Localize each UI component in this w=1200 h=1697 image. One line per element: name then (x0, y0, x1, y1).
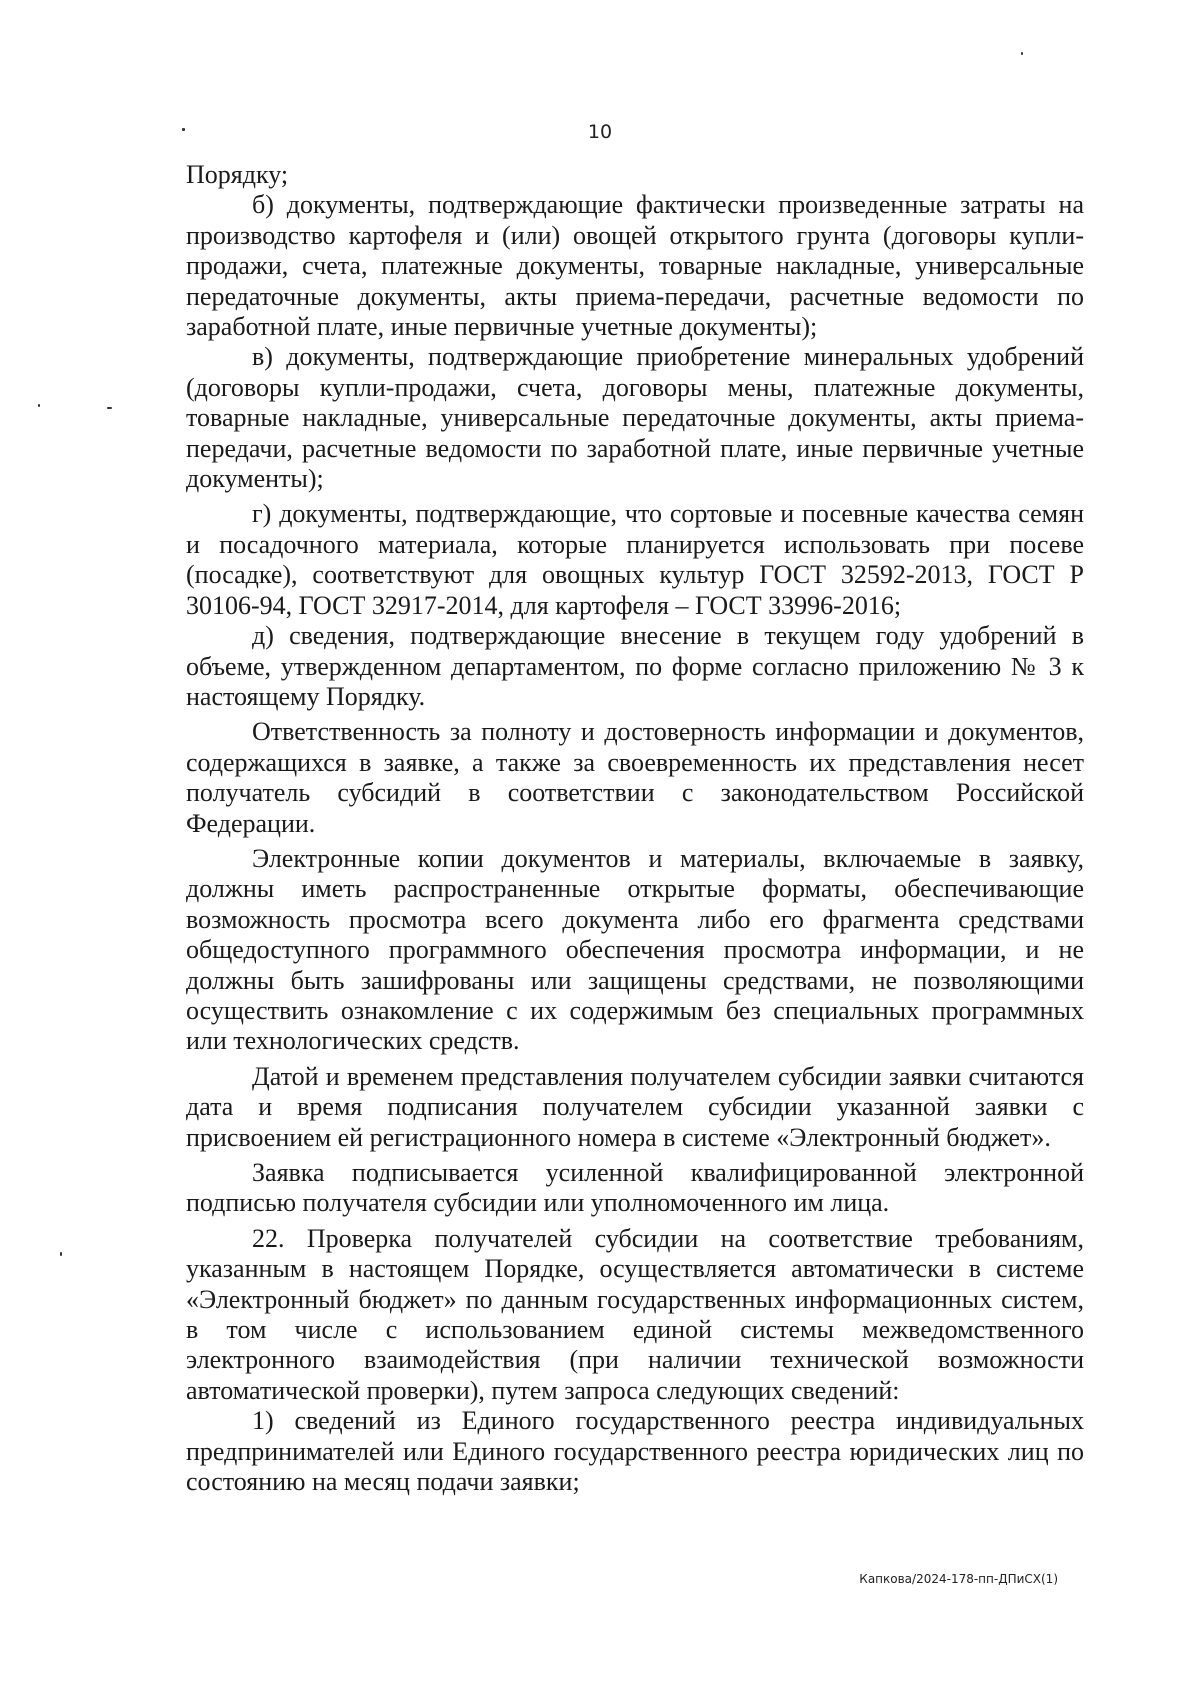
scan-speck (60, 1252, 62, 1256)
scan-speck (1021, 52, 1023, 55)
page-number: 10 (587, 121, 613, 143)
paragraph-responsibility: Ответственность за полноту и достоверность информации и документов, содержащихся в заявке, а также за своевременность их представления несет получатель субсидий в соответствии с законодательством Российской Федерации. (186, 717, 1084, 838)
paragraph-electronic-copies: Электронные копии документов и материалы, включаемые в заявку, должны иметь распространенные открытые форматы, обеспечивающие возможность просмотра всего документа либо его фрагмента средствами общедоступного программного обеспечения просмотра информации, и не должны быть зашифрованы или защищены средствами, не позволяющими осуществить ознакомление с их содержимым без специальных программных или технологических средств. (186, 843, 1084, 1056)
paragraph-22-verification: 22. Проверка получателей субсидии на соответствие требованиям, указанным в настоящем Порядке, осуществляется автоматически в системе «Электронный бюджет» по данным государственных информационных систем, в том числе с использованием единой системы межведомственного электронного взаимодействия (при наличии технической возможности автоматической проверки), путем запроса следующих сведений: (186, 1223, 1084, 1405)
scan-speck (107, 407, 112, 409)
document-body (186, 160, 1084, 1497)
paragraph-b: б) документы, подтверждающие фактически произведенные затраты на производство картофеля и (или) овощей открытого грунта (договоры купли-продажи, счета, платежные документы, товарные накладные, универсальные передаточные документы, акты приема-передачи, расчетные ведомости по заработной плате, иные первичные учетные документы); (186, 190, 1084, 342)
paragraph-v: в) документы, подтверждающие приобретение минеральных удобрений (договоры купли-продажи, счета, договоры мены, платежные документы, товарные накладные, универсальные передаточные документы, акты приема-передачи, расчетные ведомости по заработной плате, иные первичные учетные документы); (186, 342, 1084, 494)
scan-speck (38, 404, 40, 407)
footer-document-code: Капкова/2024-178-пп-ДПиСХ(1) (859, 1572, 1058, 1586)
paragraph-signature: Заявка подписывается усиленной квалифицированной электронной подписью получателя субсидии или уполномоченного им лица. (186, 1158, 1084, 1218)
paragraph-g: г) документы, подтверждающие, что сортовые и посевные качества семян и посадочного материала, которые планируется использовать при посеве (посадке), соответствуют для овощных культур ГОСТ 32592-2013, ГОСТ Р 30106-94, ГОСТ 32917-2014, для картофеля – ГОСТ 33996-2016; (186, 499, 1084, 620)
paragraph-d: д) сведения, подтверждающие внесение в текущем году удобрений в объеме, утвержденном департаментом, по форме согласно приложению № 3 к настоящему Порядку. (186, 621, 1084, 711)
paragraph-continuation: Порядку; (186, 160, 289, 189)
scan-speck (182, 128, 185, 131)
paragraph-submission-date: Датой и временем представления получателем субсидии заявки считаются дата и время подписания получателем субсидии указанной заявки с присвоением ей регистрационного номера в системе «Электронный бюджет». (186, 1061, 1084, 1152)
paragraph-22-item-1: 1) сведений из Единого государственного реестра индивидуальных предпринимателей или Единого государственного реестра юридических лиц по состоянию на месяц подачи заявки; (186, 1406, 1084, 1497)
